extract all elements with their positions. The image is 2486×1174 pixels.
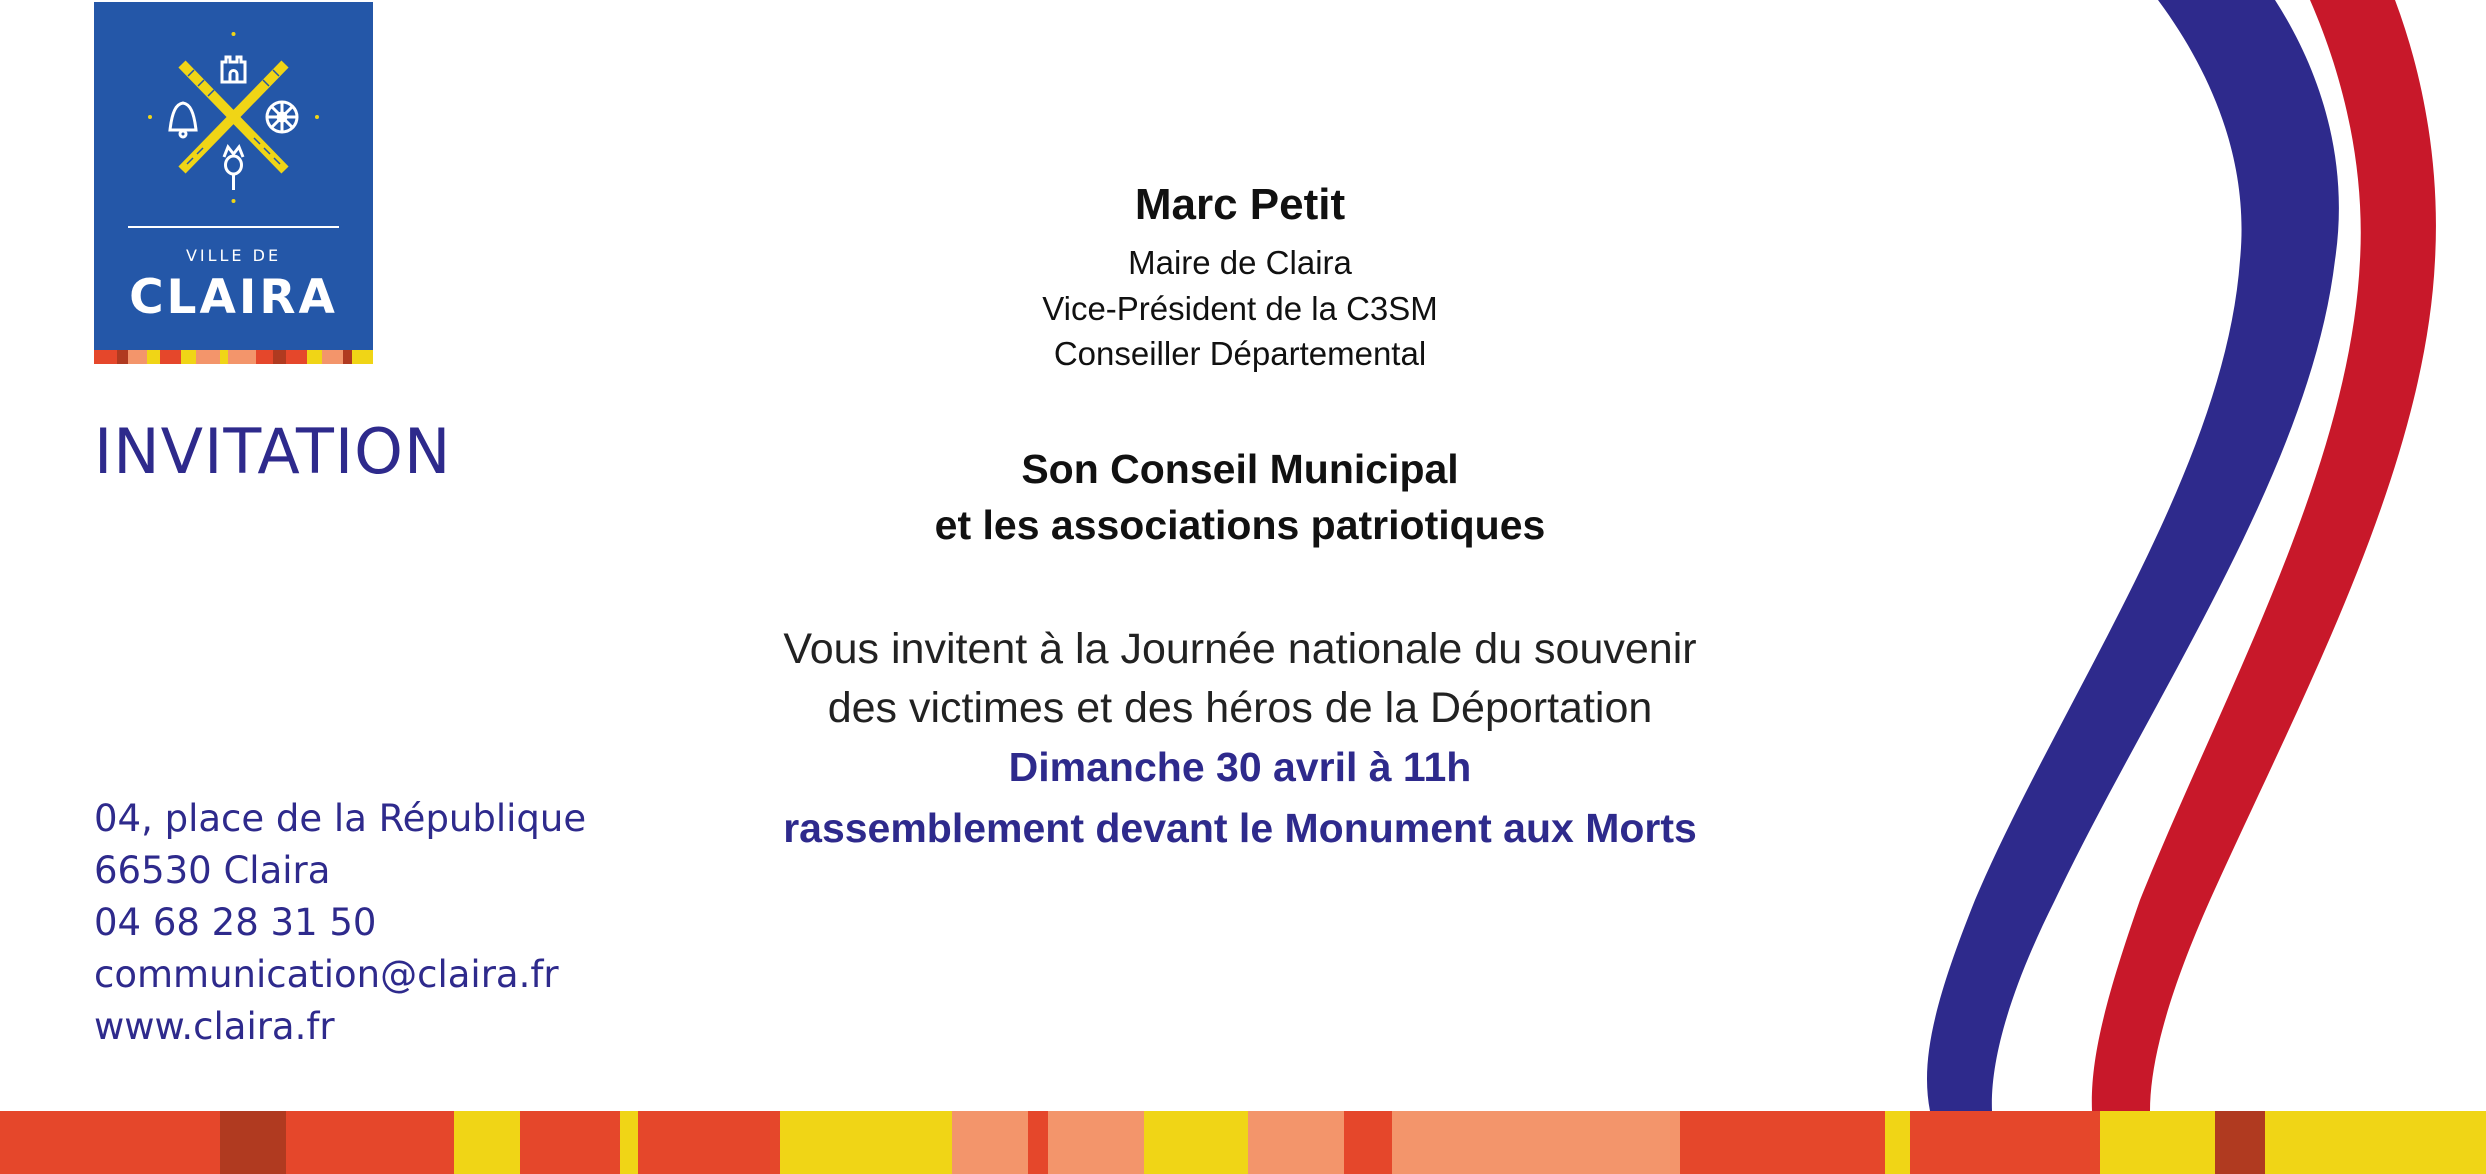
host-role: Vice-Président de la C3SM [1042, 290, 1438, 327]
logo-color-stripe [94, 350, 373, 364]
contact-city: 66530 Claira [94, 849, 331, 892]
wheel-icon [267, 102, 297, 132]
host-name: Marc Petit [1134, 180, 1346, 229]
event-intro-line: Vous invitent à la Journée nationale du souvenir [783, 625, 1697, 673]
logo-pre-text: VILLE DE [185, 246, 282, 265]
bell-icon [170, 103, 196, 137]
castle-icon [222, 57, 245, 82]
logo-divider [128, 226, 339, 228]
claira-emblem-icon [94, 2, 373, 212]
contact-block [94, 793, 586, 1053]
contact-email[interactable]: communication@claira.fr [94, 953, 559, 996]
event-intro-line: des victimes et des héros de la Déportation [827, 684, 1653, 732]
event-date: Dimanche 30 avril à 11h [1008, 744, 1472, 790]
thistle-icon [224, 147, 243, 190]
contact-website[interactable]: www.claira.fr [94, 1005, 335, 1048]
council-line: et les associations patriotiques [934, 502, 1546, 548]
council-line: Son Conseil Municipal [1021, 446, 1459, 492]
invitation-title: INVITATION [94, 415, 452, 488]
french-flag-ribbon [1880, 0, 2486, 1111]
host-role: Conseiller Départemental [1053, 335, 1427, 372]
event-place: rassemblement devant le Monument aux Morts [783, 805, 1697, 851]
host-role: Maire de Claira [1128, 244, 1352, 281]
contact-phone: 04 68 28 31 50 [94, 901, 377, 944]
contact-address: 04, place de la République [94, 797, 587, 840]
claira-logo [94, 2, 373, 364]
bottom-color-stripe [0, 1111, 2486, 1174]
logo-town-name: CLAIRA [129, 270, 338, 325]
